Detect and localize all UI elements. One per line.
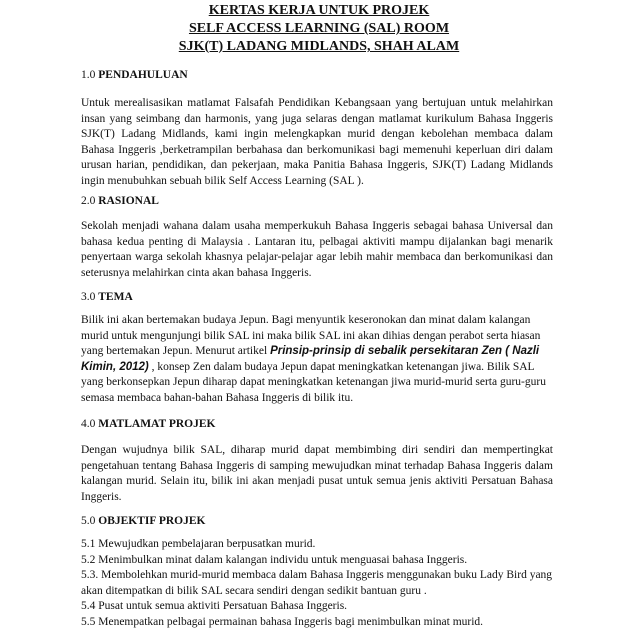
section-title: RASIONAL — [98, 195, 159, 207]
paragraph-text: Bilik ini akan bertemakan budaya Jepun. Bagi menyuntik keseronokan dan minat dalam kalangan murid untuk mengunjungi bilik SAL ini maka bilik SAL ini akan dihias dengan perabot serta hiasan yang bertemakan Jepun. Menurut artikel — [81, 314, 541, 357]
paragraph: Sekolah menjadi wahana dalam usaha memperkukuh Bahasa Inggeris sebagai bahasa Universal dan bahasa kedua penting di Malaysia . Lantaran itu, pelbagai aktiviti mampu dijalankan bagi menarik penyertaan warga sekolah khasnya pelajar-pelajar agar lebih mahir membaca dan berkomunikasi dan seterusnya melahirkan cinta akan bahasa Inggeris. — [81, 220, 553, 279]
section-body-matlamat — [81, 443, 553, 505]
section-heading-pendahuluan — [81, 68, 188, 82]
paragraph — [81, 313, 553, 406]
section-body-pendahuluan — [81, 96, 553, 189]
list-item: 5.5 Menempatkan pelbagai permainan bahasa Inggeris bagi menimbulkan minat murid. — [81, 615, 484, 628]
section-number: 2.0 — [81, 195, 99, 207]
list-item: 5.2 Menimbulkan minat dalam kalangan individu untuk menguasai bahasa Inggeris. — [81, 553, 468, 566]
section-number: 5.0 — [81, 515, 99, 527]
paragraph-text: , konsep Zen dalam budaya Jepun dapat meningkatkan ketenangan jiwa. Bilik SAL yang berkonsepkan Jepun diharap dapat meningkatkan ketenangan jiwa murid-murid serta guru-guru semasa membaca bahan-bahan Bahasa Inggeris di bilik itu. — [81, 360, 546, 404]
list-item: 5.3. Membolehkan murid-murid membaca dalam Bahasa Inggeris menggunakan buku Lady Bird yang akan ditempatkan di bilik SAL secara sendiri dengan sedikit bantuan guru . — [81, 569, 553, 597]
objectives-list — [81, 537, 559, 630]
section-heading-objektif — [81, 514, 206, 528]
section-title: OBJEKTIF PROJEK — [98, 515, 206, 527]
section-heading-rasional — [81, 194, 159, 208]
section-heading-matlamat — [81, 417, 216, 431]
section-title: TEMA — [98, 291, 133, 303]
section-body-rasional — [81, 219, 553, 281]
document-title-line-2: SELF ACCESS LEARNING (SAL) ROOM — [188, 21, 450, 36]
section-body-tema — [81, 313, 553, 406]
section-number: 1.0 — [81, 69, 99, 81]
article-citation: Prinsip-prinsip di sebalik persekitaran Zen ( Nazli Kimin, 2012) — [81, 345, 540, 373]
section-heading-tema — [81, 290, 133, 304]
document-title-line-3: SJK(T) LADANG MIDLANDS, SHAH ALAM — [178, 39, 460, 54]
paragraph: Dengan wujudnya bilik SAL, diharap murid dapat membimbing diri sendiri dan mempertingkat pengetahuan tentang Bahasa Inggeris di samping mewujudkan minat terhadap Bahasa Inggeris dalam kalangan murid. Selain itu, bilik ini akan menjadi pusat untuk semua jenis aktiviti Persatuan Bahasa Inggeris. — [81, 444, 553, 503]
section-title: MATLAMAT PROJEK — [98, 418, 216, 430]
list-item: 5.4 Pusat untuk semua aktiviti Persatuan Bahasa Inggeris. — [81, 600, 348, 612]
document-title-line-1: KERTAS KERJA UNTUK PROJEK — [208, 3, 430, 18]
section-number: 4.0 — [81, 418, 99, 430]
section-number: 3.0 — [81, 291, 99, 303]
list-item: 5.1 Mewujudkan pembelajaran berpusatkan murid. — [81, 538, 316, 550]
paragraph: Untuk merealisasikan matlamat Falsafah Pendidikan Kebangsaan yang bertujuan untuk melahirkan insan yang seimbang dan harmonis, yang juga selaras dengan matlamat kurikulum Bahasa Inggeris SJK(T) Ladang Midlands, kami ingin melengkapkan murid dengan kebolehan membaca dalam Bahasa Inggeris ,berketrampilan berbahasa dan berkomunikasi bagi memenuhi keperluan diri dalam urusan harian, pendidikan, dan pekerjaan, maka Panitia Bahasa Inggeris, SJK(T) Ladang Midlands ingin menubuhkan sebuah bilik Self Access Learning (SAL ). — [81, 97, 553, 187]
section-title: PENDAHULUAN — [98, 69, 188, 81]
